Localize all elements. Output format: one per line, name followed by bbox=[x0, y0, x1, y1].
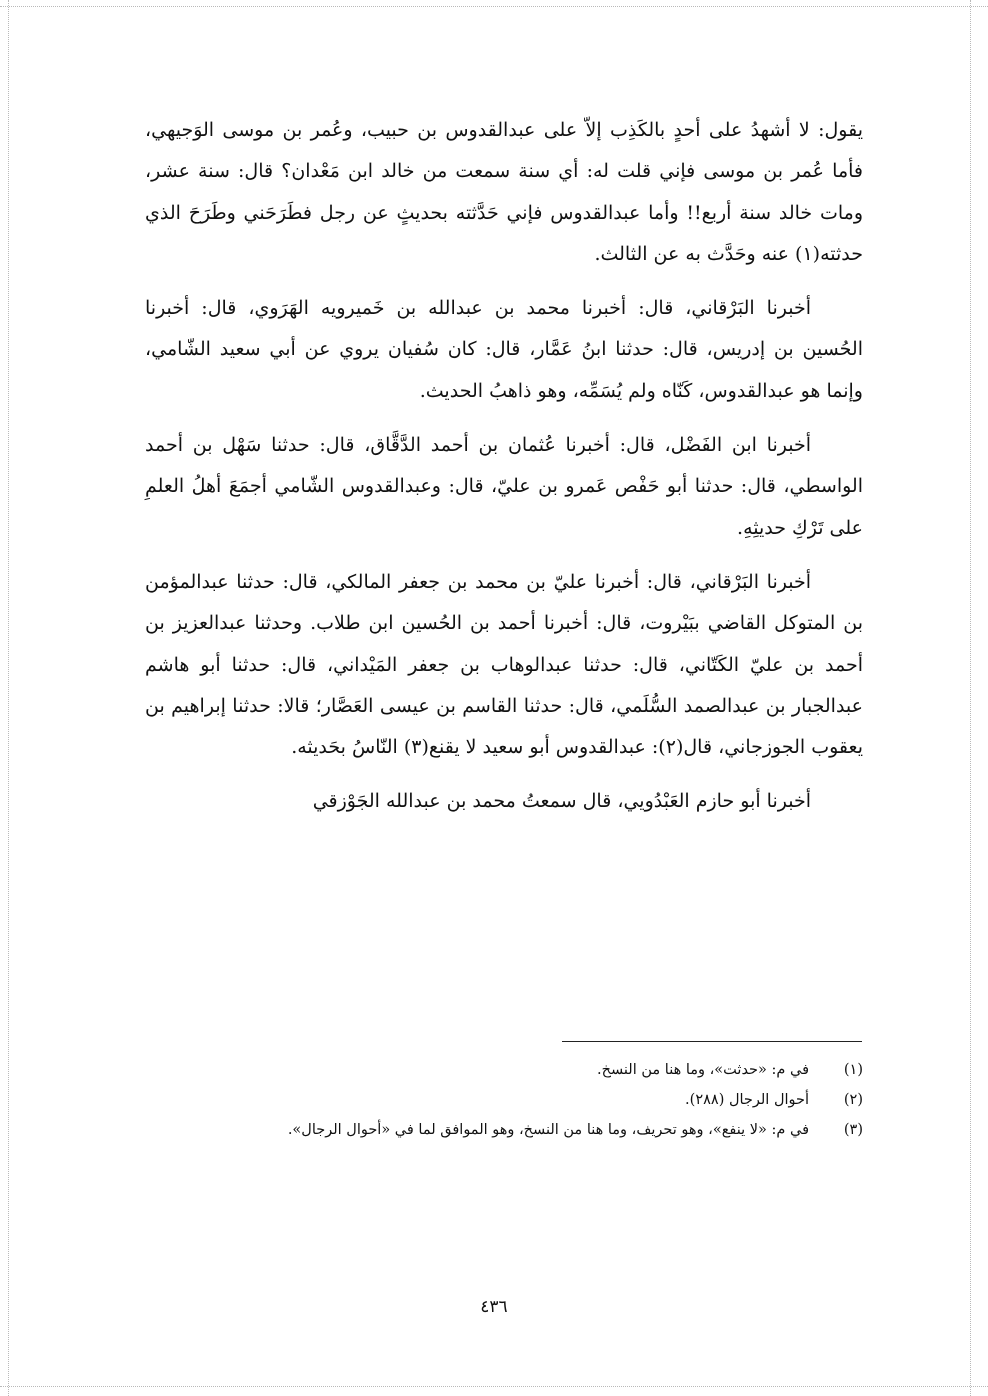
footnotes bbox=[145, 1055, 863, 1145]
footnote-number: (١) bbox=[843, 1062, 863, 1078]
footnote-number: (٢) bbox=[843, 1092, 863, 1108]
footnote-separator bbox=[562, 1041, 862, 1042]
footnote-1 bbox=[145, 1055, 863, 1085]
paragraph-2: أخبرنا البَرْقاني، قال: أخبرنا محمد بن عبدالله بن خَميرويه الهَرَوي، قال: أخبرنا الحُسين بن إدريس، قال: حدثنا ابنُ عَمَّار، قال: كان سُفيان يروي عن أبي سعيد الشّامي، وإنما هو عبدالقدوس، كَنّاه ولم يُسَمِّه، وهو ذاهبُ الحديث. bbox=[145, 297, 863, 402]
main-text bbox=[145, 110, 863, 823]
footnote-text: أحوال الرجال (٢٨٨). bbox=[685, 1092, 809, 1108]
footnote-number: (٣) bbox=[843, 1122, 863, 1138]
footnote-3 bbox=[145, 1115, 863, 1145]
paragraph-3: أخبرنا ابن الفَضْل، قال: أخبرنا عُثمان بن أحمد الدَّقَّاق، قال: حدثنا سَهْل بن أحمد الواسطي، قال: حدثنا أبو حَفْص عَمرو بن عليّ، قال: وعبدالقدوس الشّامي أجمَعَ أهلُ العلمِ على تَرْكِ حديثِهِ. bbox=[145, 434, 863, 539]
scan-edge-top bbox=[0, 6, 988, 7]
paragraph-1: يقول: لا أشهدُ على أحدٍ بالكَذِب إلاّ على عبدالقدوس بن حبيب، وعُمر بن موسى الوَجيهي، فأما عُمر بن موسى فإني قلت له: أي سنة سمعت من خالد ابن مَعْدان؟ قال: سنة عشر، ومات خالد سنة أربع!! وأما عبدالقدوس فإني حَدَّثته بحديثٍ عن رجل فطَرَحَني وطَرَحَ الذي حدثته(١) عنه وحَدَّث به عن الثالث. bbox=[145, 119, 863, 265]
scan-edge-left bbox=[8, 0, 9, 1396]
scan-edge-right bbox=[970, 0, 971, 1396]
footnote-text: في م: «لا ينفع»، وهو تحريف، وما هنا من النسخ، وهو الموافق لما في «أحوال الرجال». bbox=[287, 1122, 809, 1138]
paragraph-4: أخبرنا البَرْقاني، قال: أخبرنا عليّ بن محمد بن جعفر المالكي، قال: حدثنا عبدالمؤمن بن المتوكل القاضي ببَيْروت، قال: أخبرنا أحمد بن الحُسين ابن طلاب. وحدثنا عبدالعزيز بن أحمد بن عليّ الكَتّاني، قال: حدثنا عبدالوهاب بن جعفر المَيْداني، قال: حدثنا أبو هاشم عبدالجبار بن عبدالصمد السُّلَمي، قال: حدثنا القاسم بن عيسى العَصَّار؛ قالا: حدثنا إبراهيم بن يعقوب الجوزجاني، قال(٢): عبدالقدوس أبو سعيد لا يقنع(٣) النّاسُ بحَديثه. bbox=[145, 570, 863, 759]
page-number: ٤٣٦ bbox=[480, 1297, 508, 1317]
scan-edge-bottom bbox=[0, 1386, 988, 1387]
footnote-2 bbox=[145, 1085, 863, 1115]
paragraph-5: أخبرنا أبو حازم العَبْدُويي، قال سمعتُ محمد بن عبدالله الجَوْزقي bbox=[312, 790, 811, 813]
footnote-text: في م: «حدثت»، وما هنا من النسخ. bbox=[597, 1062, 809, 1078]
